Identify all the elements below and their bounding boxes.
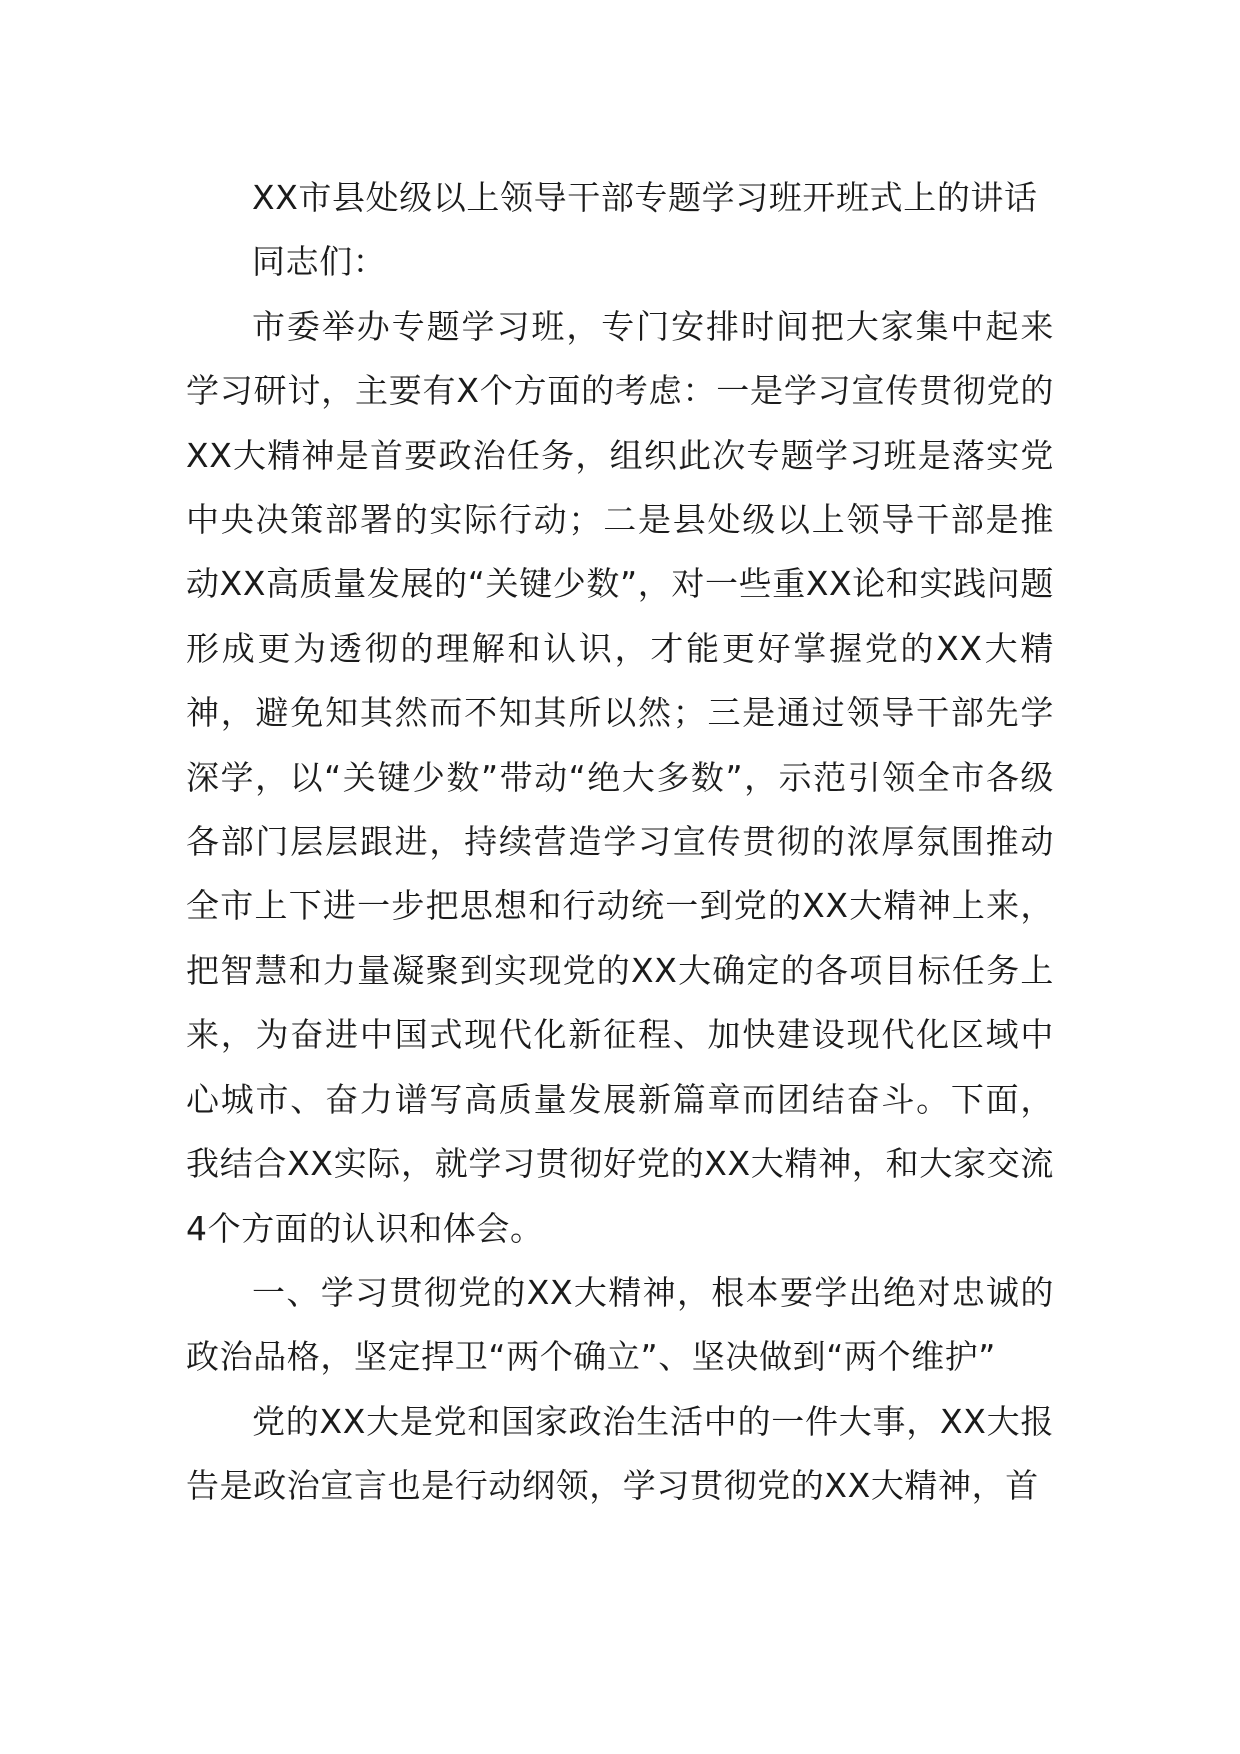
paragraph-intro: 市委举办专题学习班，专门安排时间把大家集中起来学习研讨，主要有X个方面的考虑：一是学习宣传贯彻党的XX大精神是首要政治任务，组织此次专题学习班是落实党中央决策部署的实际行动；二是县处级以上领导干部是推动XX高质量发展的“关键少数”，对一些重XX论和实践问题形成更为透彻的理解和认识，才能更好掌握党的XX大精神，避免知其然而不知其所以然；三是通过领导干部先学深学，以“关键少数”带动“绝大多数”，示范引领全市各级各部门层层跟进，持续营造学习宣传贯彻的浓厚氛围推动全市上下进一步把思想和行动统一到党的XX大精神上来，把智慧和力量凝聚到实现党的XX大确定的各项目标任务上来，为奋进中国式现代化新征程、加快建设现代化区域中心城市、奋力谱写高质量发展新篇章而团结奋斗。下面，我结合XX实际，就学习贯彻好党的XX大精神，和大家交流4个方面的认识和体会。 [186, 306, 1054, 1248]
document-title: XX市县处级以上领导干部专题学习班开班式上的讲话 [252, 178, 1038, 217]
salutation: 同志们： [252, 242, 387, 282]
paragraph-section-1: 党的XX大是党和国家政治生活中的一件大事，XX大报告是政治宣言也是行动纲领，学习贯彻党的XX大精神，首 [186, 1401, 1054, 1506]
document-body [186, 166, 1054, 1519]
section-heading-1: 一、学习贯彻党的XX大精神，根本要学出绝对忠诚的政治品格，坚定捍卫“两个确立”、坚决做到“两个维护” [186, 1272, 1054, 1377]
